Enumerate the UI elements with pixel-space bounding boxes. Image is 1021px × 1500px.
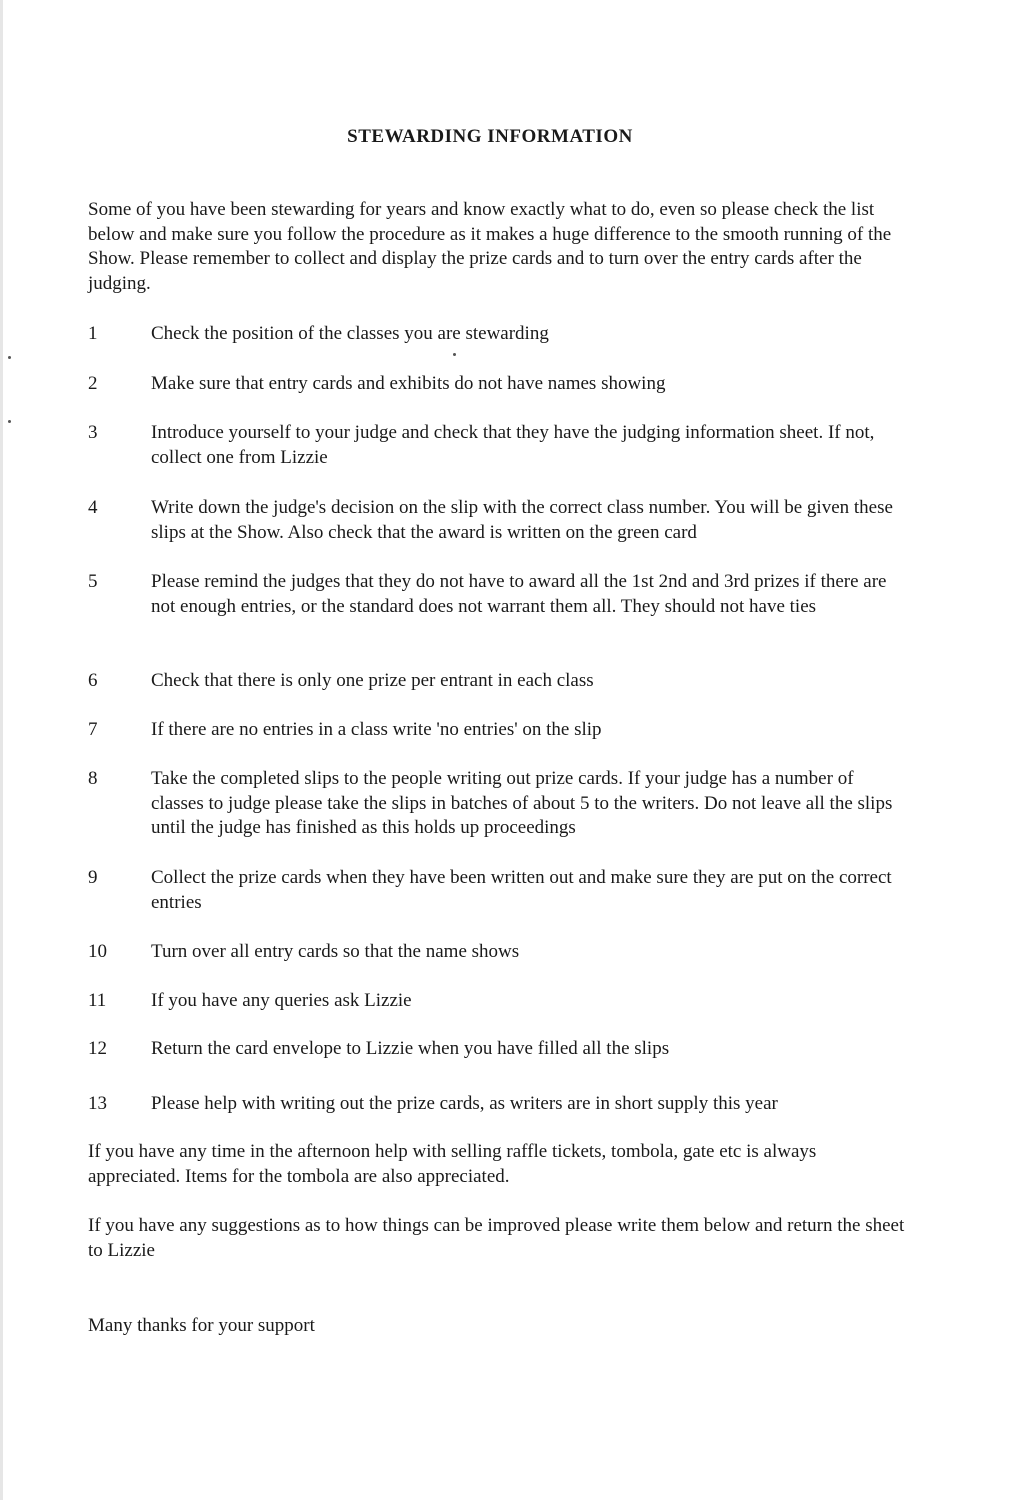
list-item-text: Make sure that entry cards and exhibits do not have names showing bbox=[151, 373, 666, 394]
closing-paragraph-suggestions: If you have any suggestions as to how things can be improved please write them below and return the sheet to Lizzie bbox=[88, 1215, 905, 1261]
list-item-number: 11 bbox=[88, 990, 107, 1011]
list-item-text: Write down the judge's decision on the slip with the correct class number. You will be given these slips at the Show. Also check that the award is written on the green card bbox=[151, 497, 893, 543]
list-item-number: 3 bbox=[88, 422, 98, 443]
list-item-text: Introduce yourself to your judge and check that they have the judging information sheet. If not, collect one from Lizzie bbox=[151, 422, 875, 468]
scan-speck bbox=[453, 353, 456, 356]
document-title: STEWARDING INFORMATION bbox=[347, 126, 633, 147]
scan-speck bbox=[8, 420, 11, 423]
list-item-number: 2 bbox=[88, 373, 98, 394]
list-item-number: 5 bbox=[88, 571, 98, 592]
list-item-number: 12 bbox=[88, 1038, 107, 1059]
list-item-number: 9 bbox=[88, 867, 98, 888]
scan-speck bbox=[8, 356, 11, 359]
list-item-number: 4 bbox=[88, 497, 98, 518]
list-item-text: Check that there is only one prize per entrant in each class bbox=[151, 670, 594, 691]
list-item-text: Check the position of the classes you are stewarding bbox=[151, 323, 549, 344]
list-item-number: 13 bbox=[88, 1093, 107, 1114]
list-item-number: 10 bbox=[88, 941, 107, 962]
list-item-text: Return the card envelope to Lizzie when you have filled all the slips bbox=[151, 1038, 670, 1059]
list-item-text: If there are no entries in a class write 'no entries' on the slip bbox=[151, 719, 602, 740]
list-item-text: Take the completed slips to the people writing out prize cards. If your judge has a number of classes to judge please take the slips in batches of about 5 to the writers. Do not leave all the slips until the judge has finished as this holds up proceedings bbox=[151, 768, 893, 839]
list-item-number: 7 bbox=[88, 719, 98, 740]
list-item-number: 1 bbox=[88, 323, 98, 344]
list-item-text: Please remind the judges that they do not have to award all the 1st 2nd and 3rd prizes if there are not enough entries, or the standard does not warrant them all. They should not have ties bbox=[151, 571, 887, 617]
scan-edge bbox=[0, 0, 3, 1500]
list-item-text: Turn over all entry cards so that the name shows bbox=[151, 941, 520, 962]
list-item-number: 6 bbox=[88, 670, 98, 691]
sign-off: Many thanks for your support bbox=[88, 1315, 315, 1336]
list-item-text: If you have any queries ask Lizzie bbox=[151, 990, 412, 1011]
list-item-number: 8 bbox=[88, 768, 98, 789]
closing-paragraph-raffle: If you have any time in the afternoon help with selling raffle tickets, tombola, gate etc is always appreciated. Items for the tombola are also appreciated. bbox=[88, 1141, 817, 1187]
list-item-text: Collect the prize cards when they have been written out and make sure they are put on the correct entries bbox=[151, 867, 892, 913]
intro-paragraph: Some of you have been stewarding for years and know exactly what to do, even so please check the list below and make sure you follow the procedure as it makes a huge difference to the smooth running of the Show. Please remember to collect and display the prize cards and to turn over the entry cards after the judging. bbox=[88, 199, 892, 294]
list-item-text: Please help with writing out the prize cards, as writers are in short supply this year bbox=[151, 1093, 778, 1114]
